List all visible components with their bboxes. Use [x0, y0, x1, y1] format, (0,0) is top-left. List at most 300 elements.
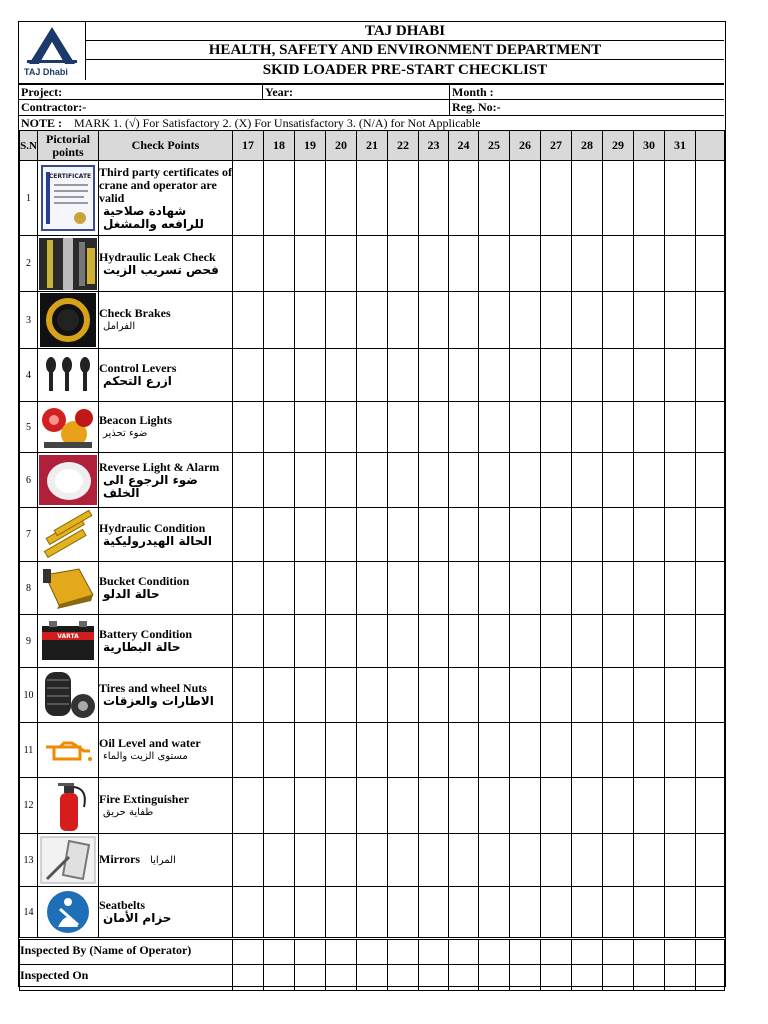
check-point: [99, 236, 233, 292]
signature-cell[interactable]: [665, 965, 696, 991]
day-check-cell[interactable]: [572, 402, 603, 453]
day-check-cell[interactable]: [419, 508, 449, 562]
day-check-cell[interactable]: [357, 236, 388, 292]
signature-cell[interactable]: [357, 939, 388, 965]
day-check-cell[interactable]: [388, 834, 419, 887]
divider: [449, 85, 450, 100]
signature-cell[interactable]: [419, 965, 449, 991]
day-check-cell[interactable]: [634, 834, 665, 887]
day-check-cell[interactable]: [388, 562, 419, 615]
signature-cell[interactable]: [233, 965, 264, 991]
day-check-cell[interactable]: [634, 562, 665, 615]
day-check-cell[interactable]: [696, 562, 725, 615]
day-check-cell[interactable]: [634, 292, 665, 349]
day-check-cell[interactable]: [264, 161, 295, 236]
day-check-cell[interactable]: [264, 508, 295, 562]
day-check-cell[interactable]: [326, 778, 357, 834]
day-check-cell[interactable]: [510, 292, 541, 349]
day-check-cell[interactable]: [419, 292, 449, 349]
day-check-cell[interactable]: [326, 834, 357, 887]
day-check-cell[interactable]: [541, 349, 572, 402]
day-check-cell[interactable]: [572, 887, 603, 939]
department-title: HEALTH, SAFETY AND ENVIRONMENT DEPARTMENT: [86, 41, 724, 60]
check-point: [99, 778, 233, 834]
pictorial-cell: [38, 562, 99, 615]
day-check-cell[interactable]: [603, 887, 634, 939]
day-check-cell[interactable]: [326, 562, 357, 615]
day-check-cell[interactable]: [603, 292, 634, 349]
day-check-cell[interactable]: [696, 615, 725, 668]
day-check-cell[interactable]: [572, 292, 603, 349]
pictorial-cell: [38, 615, 99, 668]
day-check-cell[interactable]: [449, 292, 479, 349]
day-check-cell[interactable]: [264, 292, 295, 349]
day-check-cell[interactable]: [264, 453, 295, 508]
day-check-cell[interactable]: [388, 887, 419, 939]
signature-cell[interactable]: [510, 965, 541, 991]
day-check-cell[interactable]: [326, 161, 357, 236]
row-number: 5: [20, 402, 38, 453]
regno-label: Reg. No:-: [452, 100, 501, 114]
signature-cell[interactable]: [665, 939, 696, 965]
day-check-cell[interactable]: [572, 508, 603, 562]
signature-cell[interactable]: [357, 965, 388, 991]
signature-cell[interactable]: [326, 939, 357, 965]
day-check-cell[interactable]: [233, 668, 264, 723]
day-check-cell[interactable]: [603, 615, 634, 668]
day-check-cell[interactable]: [572, 562, 603, 615]
day-check-cell[interactable]: [419, 236, 449, 292]
signature-cell[interactable]: [634, 939, 665, 965]
day-check-cell[interactable]: [479, 402, 510, 453]
day-check-cell[interactable]: [510, 723, 541, 778]
day-check-cell[interactable]: [541, 615, 572, 668]
day-check-cell[interactable]: [603, 402, 634, 453]
day-check-cell[interactable]: [541, 236, 572, 292]
day-check-cell[interactable]: [665, 349, 696, 402]
day-check-cell[interactable]: [295, 349, 326, 402]
day-check-cell[interactable]: [233, 508, 264, 562]
day-check-cell[interactable]: [696, 453, 725, 508]
day-check-cell[interactable]: [541, 778, 572, 834]
day-check-cell[interactable]: [603, 562, 634, 615]
signature-cell[interactable]: [449, 965, 479, 991]
day-check-cell[interactable]: [233, 562, 264, 615]
day-check-cell[interactable]: [449, 236, 479, 292]
day-check-cell[interactable]: [603, 161, 634, 236]
day-check-cell[interactable]: [572, 453, 603, 508]
day-check-cell[interactable]: [665, 723, 696, 778]
day-check-cell[interactable]: [479, 562, 510, 615]
day-check-cell[interactable]: [388, 615, 419, 668]
day-check-cell[interactable]: [264, 349, 295, 402]
day-check-cell[interactable]: [572, 834, 603, 887]
day-check-cell[interactable]: [696, 161, 725, 236]
day-check-cell[interactable]: [479, 887, 510, 939]
day-check-cell[interactable]: [388, 292, 419, 349]
day-check-cell[interactable]: [479, 778, 510, 834]
day-check-cell[interactable]: [295, 615, 326, 668]
day-check-cell[interactable]: [696, 349, 725, 402]
day-check-cell[interactable]: [510, 615, 541, 668]
day-check-cell[interactable]: [541, 668, 572, 723]
signature-cell[interactable]: [295, 939, 326, 965]
day-check-cell[interactable]: [449, 161, 479, 236]
day-check-cell[interactable]: [295, 887, 326, 939]
pictorial-cell: [38, 236, 99, 292]
check-point-english: Battery Condition: [99, 627, 192, 641]
day-check-cell[interactable]: [510, 668, 541, 723]
day-check-cell[interactable]: [603, 668, 634, 723]
day-check-cell[interactable]: [295, 508, 326, 562]
signature-cell[interactable]: [264, 965, 295, 991]
check-point-arabic: المرايا: [150, 855, 176, 866]
day-check-cell[interactable]: [572, 615, 603, 668]
check-point: [99, 161, 233, 236]
note-text: MARK 1. (√) For Satisfactory 2. (X) For Unsatisfactory 3. (N/A) for Not Applicable: [74, 116, 481, 130]
day-check-cell[interactable]: [696, 402, 725, 453]
day-check-cell[interactable]: [388, 402, 419, 453]
header-blank: [696, 131, 725, 161]
day-check-cell[interactable]: [357, 834, 388, 887]
day-check-cell[interactable]: [665, 778, 696, 834]
signature-cell[interactable]: [634, 965, 665, 991]
day-check-cell[interactable]: [295, 236, 326, 292]
beacon-light-icon: [38, 404, 98, 450]
check-point-arabic: مستوى الزيت والماء: [103, 751, 188, 762]
day-check-cell[interactable]: [295, 292, 326, 349]
day-check-cell[interactable]: [233, 778, 264, 834]
day-check-cell[interactable]: [696, 292, 725, 349]
day-check-cell[interactable]: [479, 723, 510, 778]
day-check-cell[interactable]: [449, 402, 479, 453]
check-point-english: Tires and wheel Nuts: [99, 681, 207, 695]
day-check-cell[interactable]: [233, 615, 264, 668]
day-check-cell[interactable]: [357, 292, 388, 349]
day-check-cell[interactable]: [510, 161, 541, 236]
table-row: [20, 292, 725, 349]
day-check-cell[interactable]: [665, 668, 696, 723]
day-check-cell[interactable]: [264, 887, 295, 939]
day-check-cell[interactable]: [357, 668, 388, 723]
table-row: [20, 349, 725, 402]
logo-text: TAJ Dhabi: [24, 67, 68, 77]
day-check-cell[interactable]: [419, 562, 449, 615]
day-check-cell[interactable]: [357, 453, 388, 508]
day-check-cell[interactable]: [479, 236, 510, 292]
day-check-cell[interactable]: [295, 668, 326, 723]
day-check-cell[interactable]: [233, 834, 264, 887]
day-check-cell[interactable]: [264, 236, 295, 292]
day-check-cell[interactable]: [510, 887, 541, 939]
day-check-cell[interactable]: [295, 778, 326, 834]
day-check-cell[interactable]: [388, 236, 419, 292]
day-check-cell[interactable]: [419, 778, 449, 834]
check-point-english: Oil Level and water: [99, 736, 201, 750]
day-check-cell[interactable]: [541, 887, 572, 939]
day-check-cell[interactable]: [357, 402, 388, 453]
day-check-cell[interactable]: [264, 723, 295, 778]
signature-cell[interactable]: [295, 965, 326, 991]
day-check-cell[interactable]: [388, 723, 419, 778]
day-check-cell[interactable]: [388, 453, 419, 508]
mirror-icon: [38, 835, 98, 885]
day-check-cell[interactable]: [510, 453, 541, 508]
signature-cell[interactable]: [572, 939, 603, 965]
pictorial-cell: [38, 292, 99, 349]
day-check-cell[interactable]: [479, 349, 510, 402]
day-check-cell[interactable]: [264, 668, 295, 723]
day-check-cell[interactable]: [634, 887, 665, 939]
day-check-cell[interactable]: [295, 834, 326, 887]
day-check-cell[interactable]: [634, 778, 665, 834]
day-check-cell[interactable]: [388, 349, 419, 402]
day-check-cell[interactable]: [419, 668, 449, 723]
day-check-cell[interactable]: [326, 292, 357, 349]
day-check-cell[interactable]: [357, 161, 388, 236]
check-point: [99, 292, 233, 349]
day-check-cell[interactable]: [233, 402, 264, 453]
day-check-cell[interactable]: [449, 778, 479, 834]
day-check-cell[interactable]: [634, 236, 665, 292]
day-check-cell[interactable]: [357, 778, 388, 834]
day-check-cell[interactable]: [603, 236, 634, 292]
checklist-table: [19, 130, 725, 991]
day-check-cell[interactable]: [634, 508, 665, 562]
day-check-cell[interactable]: [419, 834, 449, 887]
day-check-cell[interactable]: [510, 778, 541, 834]
header-check-points: Check Points: [99, 131, 233, 161]
pictorial-cell: [38, 887, 99, 939]
day-check-cell[interactable]: [665, 615, 696, 668]
day-check-cell[interactable]: [634, 349, 665, 402]
day-check-cell[interactable]: [510, 562, 541, 615]
signature-cell[interactable]: [510, 939, 541, 965]
row-number: 2: [20, 236, 38, 292]
day-check-cell[interactable]: [449, 887, 479, 939]
day-check-cell[interactable]: [449, 453, 479, 508]
day-check-cell[interactable]: [449, 668, 479, 723]
day-check-cell[interactable]: [295, 453, 326, 508]
day-check-cell[interactable]: [541, 402, 572, 453]
signature-cell[interactable]: [233, 939, 264, 965]
day-check-cell[interactable]: [696, 723, 725, 778]
day-check-cell[interactable]: [449, 508, 479, 562]
day-check-cell[interactable]: [233, 453, 264, 508]
day-check-cell[interactable]: [449, 723, 479, 778]
day-check-cell[interactable]: [388, 668, 419, 723]
day-check-cell[interactable]: [665, 161, 696, 236]
day-check-cell[interactable]: [449, 349, 479, 402]
day-check-cell[interactable]: [634, 161, 665, 236]
day-check-cell[interactable]: [541, 161, 572, 236]
day-check-cell[interactable]: [665, 834, 696, 887]
day-check-cell[interactable]: [264, 402, 295, 453]
day-check-cell[interactable]: [326, 349, 357, 402]
check-point-english: Hydraulic Leak Check: [99, 249, 216, 264]
day-check-cell[interactable]: [634, 402, 665, 453]
day-check-cell[interactable]: [634, 668, 665, 723]
day-check-cell[interactable]: [479, 834, 510, 887]
signature-cell[interactable]: [572, 965, 603, 991]
signature-cell[interactable]: [603, 965, 634, 991]
day-check-cell[interactable]: [665, 562, 696, 615]
day-check-cell[interactable]: [419, 161, 449, 236]
day-check-cell[interactable]: [572, 723, 603, 778]
day-check-cell[interactable]: [357, 508, 388, 562]
day-check-cell[interactable]: [603, 508, 634, 562]
day-check-cell[interactable]: [696, 834, 725, 887]
day-check-cell[interactable]: [233, 723, 264, 778]
day-check-cell[interactable]: [264, 778, 295, 834]
check-point-arabic: الحالة الهيدروليكية: [103, 533, 213, 548]
signature-cell[interactable]: [541, 939, 572, 965]
day-check-cell[interactable]: [326, 453, 357, 508]
day-check-cell[interactable]: [357, 723, 388, 778]
day-check-cell[interactable]: [572, 349, 603, 402]
day-check-cell[interactable]: [326, 887, 357, 939]
day-check-cell[interactable]: [295, 402, 326, 453]
day-check-cell[interactable]: [419, 349, 449, 402]
day-check-cell[interactable]: [326, 723, 357, 778]
day-check-cell[interactable]: [665, 453, 696, 508]
day-check-cell[interactable]: [572, 778, 603, 834]
day-check-cell[interactable]: [419, 615, 449, 668]
row-number: 7: [20, 508, 38, 562]
day-check-cell[interactable]: [357, 615, 388, 668]
signature-cell[interactable]: [264, 939, 295, 965]
day-check-cell[interactable]: [665, 508, 696, 562]
day-check-cell[interactable]: [603, 349, 634, 402]
day-check-cell[interactable]: [510, 349, 541, 402]
day-check-cell[interactable]: [603, 778, 634, 834]
day-check-cell[interactable]: [479, 615, 510, 668]
day-check-cell[interactable]: [357, 349, 388, 402]
signature-cell[interactable]: [696, 965, 725, 991]
signature-cell[interactable]: [603, 939, 634, 965]
day-check-cell[interactable]: [295, 723, 326, 778]
day-check-cell[interactable]: [696, 668, 725, 723]
day-check-cell[interactable]: [419, 723, 449, 778]
day-check-cell[interactable]: [541, 292, 572, 349]
row-number: 14: [20, 887, 38, 939]
day-check-cell[interactable]: [634, 723, 665, 778]
day-check-cell[interactable]: [388, 778, 419, 834]
day-check-cell[interactable]: [665, 236, 696, 292]
check-point-arabic: حالة الدلو: [103, 587, 160, 601]
day-check-cell[interactable]: [326, 615, 357, 668]
day-check-cell[interactable]: [357, 887, 388, 939]
day-check-cell[interactable]: [264, 615, 295, 668]
divider: [262, 85, 263, 100]
signature-cell[interactable]: [419, 939, 449, 965]
day-check-cell[interactable]: [264, 834, 295, 887]
header-day: 21: [357, 131, 388, 161]
day-check-cell[interactable]: [388, 161, 419, 236]
day-check-cell[interactable]: [696, 508, 725, 562]
day-check-cell[interactable]: [388, 508, 419, 562]
day-check-cell[interactable]: [665, 402, 696, 453]
day-check-cell[interactable]: [233, 161, 264, 236]
day-check-cell[interactable]: [326, 236, 357, 292]
divider: [449, 100, 450, 115]
day-check-cell[interactable]: [479, 508, 510, 562]
day-check-cell[interactable]: [541, 508, 572, 562]
day-check-cell[interactable]: [603, 453, 634, 508]
day-check-cell[interactable]: [696, 236, 725, 292]
check-point: [99, 453, 233, 508]
day-check-cell[interactable]: [233, 292, 264, 349]
signature-cell[interactable]: [326, 965, 357, 991]
day-check-cell[interactable]: [665, 887, 696, 939]
day-check-cell[interactable]: [541, 562, 572, 615]
day-check-cell[interactable]: [510, 236, 541, 292]
signature-cell[interactable]: [541, 965, 572, 991]
day-check-cell[interactable]: [572, 161, 603, 236]
day-check-cell[interactable]: [419, 887, 449, 939]
day-check-cell[interactable]: [295, 161, 326, 236]
signature-cell[interactable]: [479, 965, 510, 991]
day-check-cell[interactable]: [479, 161, 510, 236]
company-name: TAJ DHABI: [86, 22, 724, 41]
day-check-cell[interactable]: [449, 834, 479, 887]
day-check-cell[interactable]: [603, 834, 634, 887]
day-check-cell[interactable]: [326, 402, 357, 453]
day-check-cell[interactable]: [510, 834, 541, 887]
signature-cell[interactable]: [388, 965, 419, 991]
day-check-cell[interactable]: [572, 236, 603, 292]
day-check-cell[interactable]: [295, 562, 326, 615]
day-check-cell[interactable]: [634, 615, 665, 668]
day-check-cell[interactable]: [357, 562, 388, 615]
day-check-cell[interactable]: [449, 615, 479, 668]
day-check-cell[interactable]: [449, 562, 479, 615]
day-check-cell[interactable]: [326, 508, 357, 562]
day-check-cell[interactable]: [233, 349, 264, 402]
day-check-cell[interactable]: [665, 292, 696, 349]
day-check-cell[interactable]: [510, 508, 541, 562]
signature-cell[interactable]: [449, 939, 479, 965]
day-check-cell[interactable]: [479, 292, 510, 349]
day-check-cell[interactable]: [603, 723, 634, 778]
day-check-cell[interactable]: [419, 453, 449, 508]
day-check-cell[interactable]: [634, 453, 665, 508]
day-check-cell[interactable]: [479, 453, 510, 508]
signature-cell[interactable]: [388, 939, 419, 965]
control-lever-icon: [38, 355, 98, 395]
signature-cell[interactable]: [479, 939, 510, 965]
day-check-cell[interactable]: [326, 668, 357, 723]
day-check-cell[interactable]: [541, 453, 572, 508]
day-check-cell[interactable]: [233, 236, 264, 292]
day-check-cell[interactable]: [541, 723, 572, 778]
table-row: [20, 668, 725, 723]
header-pictorial: Pictorial points: [38, 131, 99, 161]
day-check-cell[interactable]: [233, 887, 264, 939]
day-check-cell[interactable]: [479, 668, 510, 723]
header-day: 24: [449, 131, 479, 161]
day-check-cell[interactable]: [264, 562, 295, 615]
seatbelt-icon: [38, 889, 98, 935]
day-check-cell[interactable]: [510, 402, 541, 453]
signature-cell[interactable]: [696, 939, 725, 965]
day-check-cell[interactable]: [572, 668, 603, 723]
day-check-cell[interactable]: [696, 778, 725, 834]
day-check-cell[interactable]: [541, 834, 572, 887]
checklist-rows: [20, 161, 725, 991]
day-check-cell[interactable]: [419, 402, 449, 453]
day-check-cell[interactable]: [696, 887, 725, 939]
